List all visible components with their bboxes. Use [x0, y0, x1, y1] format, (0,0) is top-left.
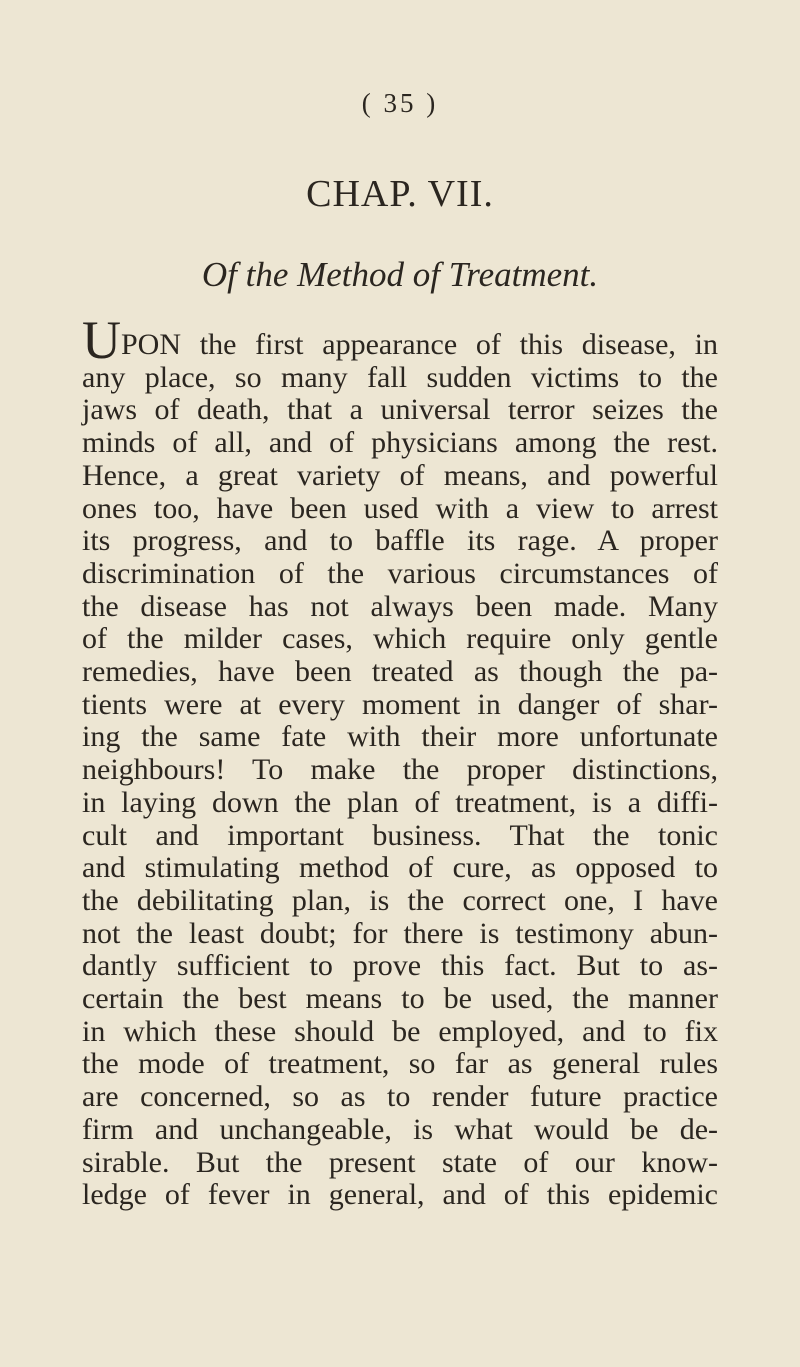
chapter-title: CHAP. VII.: [306, 173, 494, 215]
text-line-15: in laying down the plan of treatment, is a diffi-: [82, 785, 718, 819]
text-line-23: the mode of treatment, so far as general rules: [82, 1047, 718, 1081]
text-line-16: cult and important business. That the tonic: [82, 818, 718, 852]
first-word-rest: PON: [121, 328, 182, 361]
text-line-2: any place, so many fall sudden victims to the: [82, 360, 718, 394]
text-line-4: minds of all, and of physicians among the rest.: [82, 426, 718, 460]
text-line-14: neighbours! To make the proper distinctions,: [82, 753, 718, 787]
text-line-5: Hence, a great variety of means, and powerful: [82, 458, 718, 492]
text-line-24: are concerned, so as to render future practice: [82, 1080, 718, 1114]
text-line-11: remedies, have been treated as though the pa-: [82, 655, 718, 689]
body-text: [82, 310, 718, 1212]
text-line-1-rest: the first appearance of this disease, in: [181, 328, 718, 361]
text-line-26: sirable. But the present state of our know-: [82, 1145, 718, 1179]
text-line-18: the debilitating plan, is the correct one, I have: [82, 883, 718, 917]
text-line-12: tients were at every moment in danger of shar-: [82, 687, 718, 721]
section-title: Of the Method of Treatment.: [201, 255, 599, 294]
text-line-21: certain the best means to be used, the manner: [82, 982, 718, 1016]
text-line-22: in which these should be employed, and to fix: [82, 1014, 718, 1048]
text-line-6: ones too, have been used with a view to arrest: [82, 491, 718, 525]
text-line-27: ledge of fever in general, and of this epidemic: [82, 1178, 718, 1212]
text-line-19: not the least doubt; for there is testimony abun-: [82, 916, 718, 950]
text-line-13: ing the same fate with their more unfortunate: [82, 720, 718, 754]
text-line-1: [82, 310, 718, 370]
text-line-8: discrimination of the various circumstances of: [82, 556, 718, 590]
text-line-20: dantly sufficient to prove this fact. But to as-: [82, 949, 718, 983]
page-number: ( 35 ): [361, 88, 439, 118]
text-line-10: of the milder cases, which require only gentle: [82, 622, 718, 656]
text-line-7: its progress, and to baffle its rage. A proper: [82, 524, 718, 558]
text-line-17: and stimulating method of cure, as opposed to: [82, 851, 718, 885]
text-line-9: the disease has not always been made. Many: [82, 589, 718, 623]
text-line-3: jaws of death, that a universal terror seizes the: [82, 393, 718, 427]
drop-cap: U: [82, 310, 121, 370]
text-line-25: firm and unchangeable, is what would be de-: [82, 1112, 718, 1146]
